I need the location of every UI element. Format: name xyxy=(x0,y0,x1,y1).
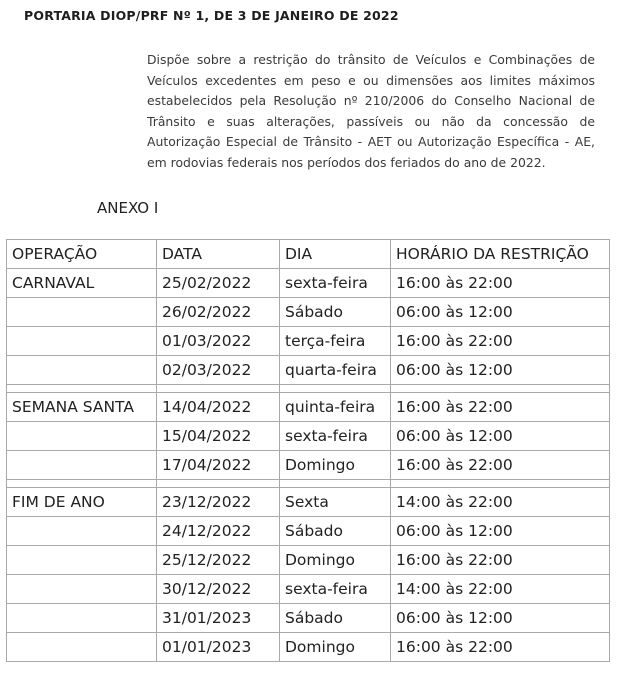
cell-time: 06:00 às 12:00 xyxy=(391,604,610,633)
header-time: HORÁRIO DA RESTRIÇÃO xyxy=(391,240,610,269)
table-row xyxy=(7,356,610,385)
cell-date: 01/03/2022 xyxy=(157,327,280,356)
cell-time: 06:00 às 12:00 xyxy=(391,517,610,546)
cell-operation: FIM DE ANO xyxy=(7,488,157,517)
cell-operation: SEMANA SANTA xyxy=(7,393,157,422)
table-row xyxy=(7,517,610,546)
cell-day: Domingo xyxy=(280,546,391,575)
table-row xyxy=(7,546,610,575)
cell-date: 24/12/2022 xyxy=(157,517,280,546)
table-row xyxy=(7,488,610,517)
cell-date: 25/02/2022 xyxy=(157,269,280,298)
cell-day: Sábado xyxy=(280,298,391,327)
cell-day: quinta-feira xyxy=(280,393,391,422)
cell-operation xyxy=(7,633,157,662)
table-header-row xyxy=(7,240,610,269)
cell-operation xyxy=(7,517,157,546)
cell-date: 30/12/2022 xyxy=(157,575,280,604)
cell-time: 14:00 às 22:00 xyxy=(391,575,610,604)
spacer-cell xyxy=(157,385,280,393)
cell-day: Sábado xyxy=(280,517,391,546)
cell-day: sexta-feira xyxy=(280,575,391,604)
cell-time: 16:00 às 22:00 xyxy=(391,327,610,356)
table-row xyxy=(7,298,610,327)
table-body xyxy=(7,269,610,662)
cell-time: 06:00 às 12:00 xyxy=(391,422,610,451)
cell-time: 14:00 às 22:00 xyxy=(391,488,610,517)
cell-day: Domingo xyxy=(280,451,391,480)
spacer-cell xyxy=(391,480,610,488)
cell-time: 06:00 às 12:00 xyxy=(391,356,610,385)
header-date: DATA xyxy=(157,240,280,269)
cell-day: sexta-feira xyxy=(280,422,391,451)
table-row xyxy=(7,604,610,633)
spacer-cell xyxy=(280,385,391,393)
spacer-cell xyxy=(391,385,610,393)
table-row xyxy=(7,422,610,451)
document-summary: Dispõe sobre a restrição do trânsito de Veículos e Combinações de Veículos excedentes em peso e ou dimensões aos limites máximos estabelecidos pela Resolução nº 210/2006 do Conselho Nacional de Trânsito e suas alterações, passíveis ou não da concessão de Autorização Especial de Trânsito - AET ou Autorização Específica - AE, em rodovias federais nos períodos dos feriados do ano de 2022. xyxy=(147,52,595,170)
header-operation: OPERAÇÃO xyxy=(7,240,157,269)
restriction-table xyxy=(6,239,610,662)
cell-time: 16:00 às 22:00 xyxy=(391,633,610,662)
table-spacer-row xyxy=(7,385,610,393)
spacer-cell xyxy=(7,480,157,488)
cell-operation xyxy=(7,546,157,575)
table-row xyxy=(7,575,610,604)
cell-time: 16:00 às 22:00 xyxy=(391,393,610,422)
spacer-cell xyxy=(157,480,280,488)
table-spacer-row xyxy=(7,480,610,488)
cell-date: 01/01/2023 xyxy=(157,633,280,662)
cell-operation xyxy=(7,451,157,480)
document-title: PORTARIA DIOP/PRF Nº 1, DE 3 DE JANEIRO DE 2022 xyxy=(24,8,399,23)
table-row xyxy=(7,393,610,422)
table-row xyxy=(7,327,610,356)
header-day: DIA xyxy=(280,240,391,269)
spacer-cell xyxy=(7,385,157,393)
cell-date: 17/04/2022 xyxy=(157,451,280,480)
cell-operation xyxy=(7,356,157,385)
cell-operation xyxy=(7,422,157,451)
cell-date: 02/03/2022 xyxy=(157,356,280,385)
cell-time: 16:00 às 22:00 xyxy=(391,546,610,575)
cell-day: terça-feira xyxy=(280,327,391,356)
cell-time: 16:00 às 22:00 xyxy=(391,451,610,480)
cell-day: Sexta xyxy=(280,488,391,517)
cell-date: 15/04/2022 xyxy=(157,422,280,451)
cell-date: 23/12/2022 xyxy=(157,488,280,517)
spacer-cell xyxy=(280,480,391,488)
table-row xyxy=(7,451,610,480)
cell-day: Sábado xyxy=(280,604,391,633)
cell-date: 31/01/2023 xyxy=(157,604,280,633)
table-row xyxy=(7,633,610,662)
cell-date: 25/12/2022 xyxy=(157,546,280,575)
cell-operation xyxy=(7,298,157,327)
cell-date: 26/02/2022 xyxy=(157,298,280,327)
cell-operation: CARNAVAL xyxy=(7,269,157,298)
cell-date: 14/04/2022 xyxy=(157,393,280,422)
cell-operation xyxy=(7,604,157,633)
cell-day: Domingo xyxy=(280,633,391,662)
cell-operation xyxy=(7,575,157,604)
table-row xyxy=(7,269,610,298)
cell-day: sexta-feira xyxy=(280,269,391,298)
cell-day: quarta-feira xyxy=(280,356,391,385)
cell-time: 16:00 às 22:00 xyxy=(391,269,610,298)
cell-time: 06:00 às 12:00 xyxy=(391,298,610,327)
cell-operation xyxy=(7,327,157,356)
annex-label: ANEXO I xyxy=(97,199,159,217)
